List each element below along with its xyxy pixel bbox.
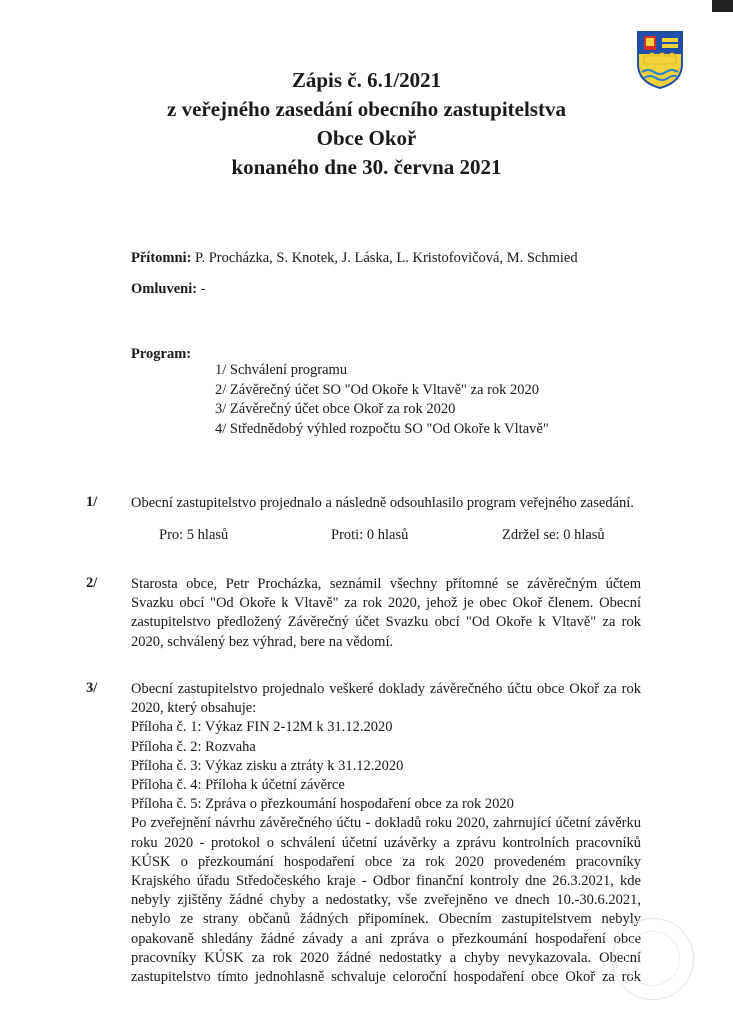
program-item: 4/ Střednědobý výhled rozpočtu SO "Od Okoře k Vltavě" [215, 420, 549, 437]
program-item: 3/ Závěrečný účet obce Okoř za rok 2020 [215, 401, 456, 417]
section-3-text [131, 680, 641, 987]
vote-zdrzel: Zdržel se: 0 hlasů [502, 527, 605, 543]
scan-corner-mark [712, 0, 733, 12]
attachment-item: Příloha č. 1: Výkaz FIN 2-12M k 31.12.2020 [131, 719, 393, 736]
attachment-item: Příloha č. 5: Zpráva o přezkoumání hospodaření obce za rok 2020 [131, 796, 514, 813]
program-item: 2/ Závěrečný účet SO "Od Okoře k Vltavě" za rok 2020 [215, 381, 540, 398]
attachment-item: Příloha č. 3: Výkaz zisku a ztráty k 31.12.2020 [131, 757, 404, 774]
section-3-intro: Obecní zastupitelstvo projednalo veškeré doklady závěrečného účtu obce Okoř za rok 2020, který obsahuje: [131, 681, 641, 717]
vote-proti: Proti: 0 hlasů [331, 527, 409, 543]
program-label: Program: [131, 346, 192, 362]
program-list [215, 361, 549, 439]
attachment-item: Příloha č. 4: Příloha k účetní závěrce [131, 777, 345, 794]
title-line-4: konaného dne 30. června 2021 [231, 155, 502, 179]
title-line-1: Zápis č. 6.1/2021 [291, 68, 442, 92]
round-seal-icon [612, 918, 694, 1000]
section-3-body: Po zveřejnění návrhu závěrečného účtu - dokladů roku 2020, zahrnující účetní závěrku roku 2020 - protokol o schválení účetní uzávěrky a zprávu kontrolních pracovníků KÚSK o přezkoumání hospodaření obce za rok 2020 provedeném pracovníky Krajského úřadu Středočeského kraje - Odbor finanční kontroly dne 26.3.2021, kde nebyly zjištěny žádné chyby a nedostatky, vše zveřejněno ve dnech 10.-30.6.2021, nebylo ze strany občanů žádných připomínek. Obecním zastupitelstvem nebyly opakovaně shledány žádné závady a ani zpráva o přezkoumání hospodaření obce pracovníky KÚSK za rok 2020 žádné nedostatky a chyby nevykazovala. Obecní zastupitelstvo tímto jednohlasně schvaluje celoroční hospodaření obce Okoř za rok [131, 815, 641, 986]
title-line-3: Obce Okoř [316, 126, 417, 150]
present-label: Přítomni: [131, 250, 192, 266]
present-row [131, 250, 578, 267]
program-item: 1/ Schválení programu [215, 362, 348, 378]
excused-row [131, 281, 206, 298]
vote-pro: Pro: 5 hlasů [159, 527, 229, 543]
section-3-number: 3/ [86, 680, 98, 696]
section-2-number: 2/ [86, 575, 98, 591]
present-value: P. Procházka, S. Knotek, J. Láska, L. Kristofovičová, M. Schmied [191, 250, 578, 266]
section-1-text [131, 494, 641, 513]
document-title [0, 66, 733, 182]
section-1-number: 1/ [86, 494, 98, 510]
excused-value: - [197, 281, 206, 297]
excused-label: Omluveni: [131, 281, 198, 297]
section-1-paragraph: Obecní zastupitelstvo projednalo a následně odsouhlasilo program veřejného zasedání. [131, 495, 634, 511]
section-2-paragraph: Starosta obce, Petr Procházka, seznámil všechny přítomné se závěrečným účtem Svazku obcí "Od Okoře k Vltavě" za rok 2020, jehož je obec Okoř členem. Obecní zastupitelstvo předložený Závěrečný účet Svazku obcí "Od Okoře k Vltavě" za rok 2020, schválený bez výhrad, bere na vědomí. [131, 576, 641, 650]
title-line-2: z veřejného zasedání obecního zastupitelstva [167, 97, 566, 121]
attachment-item: Příloha č. 2: Rozvaha [131, 738, 256, 755]
